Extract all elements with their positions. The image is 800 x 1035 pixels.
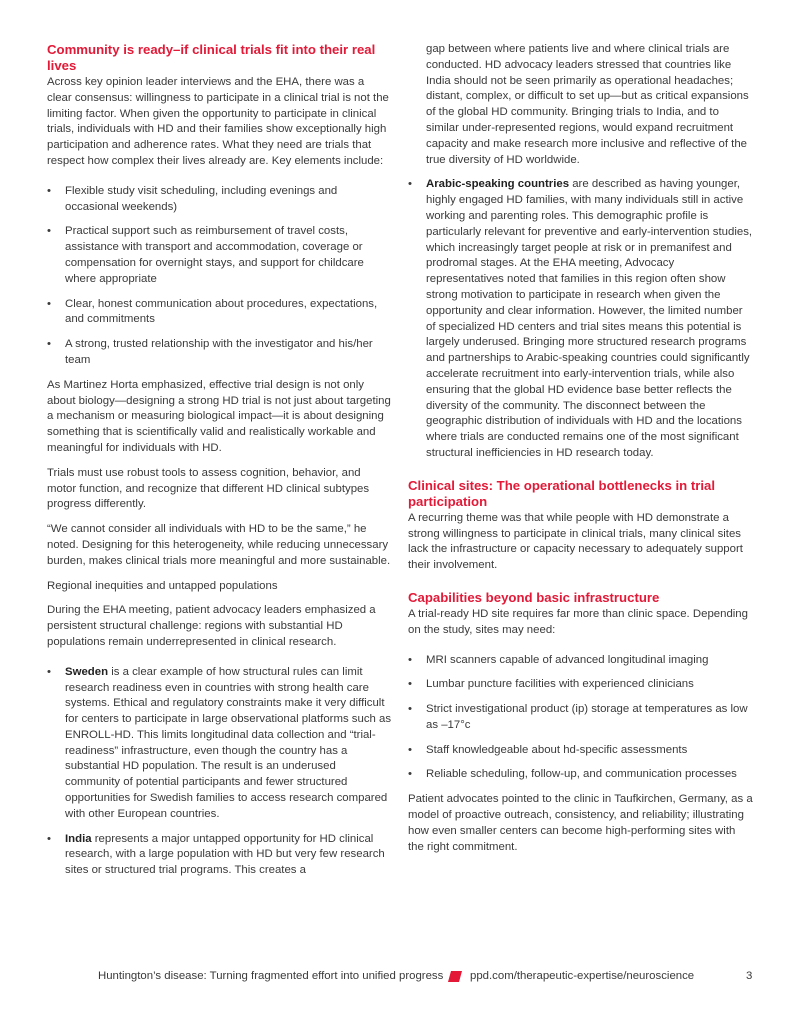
list-item: • Staff knowledgeable about hd-specific assessments	[408, 743, 754, 759]
footer-title: Huntington’s disease: Turning fragmented effort into unified progress	[98, 970, 444, 982]
right-column	[408, 42, 754, 864]
intro-paragraph: Across key opinion leader interviews and the EHA, there was a clear consensus: willingness to participate in a clinical trial is not the limiting factor. When given the opportunity to participate in clinical trials, individuals with HD and their families show exceptionally high participation and adherence rates. What they need are trials that respect how complex their lives already are. Key elements include:	[47, 76, 389, 167]
list-item: • A strong, trusted relationship with the investigator and his/her team	[47, 337, 392, 369]
brand-mark-icon	[448, 971, 462, 982]
footer-url-link[interactable]: ppd.com/therapeutic-expertise/neuroscience	[470, 970, 695, 982]
list-item: • Reliable scheduling, follow-up, and communication processes	[408, 767, 754, 783]
regions-list	[47, 665, 392, 879]
sweden-text: is a clear example of how structural rules can limit research readiness even in countries with strong health care systems. Ethical and regulatory constraints make it very difficult for centers to participate in large observational platforms such as ENROLL-HD. This limits longitudinal data collection and “trial-readiness” infrastructure, even though the country has a substantial HD population. The result is an underused community of potential participants and fewer structured opportunities for Swedish families to access research compared with other European countries.	[65, 665, 392, 820]
sites-paragraph: A recurring theme was that while people with HD demonstrate a strong willingness to participate in clinical trials, many clinical sites lack the infrastructure or capacity necessary to adequately support their involvement.	[408, 511, 743, 572]
list-item: • MRI scanners capable of advanced longitudinal imaging	[408, 653, 754, 669]
section-heading-community: Community is ready–if clinical trials fit into their real lives	[47, 42, 376, 73]
list-item-sweden	[47, 665, 392, 823]
list-item: • Lumbar puncture facilities with experienced clinicians	[408, 677, 754, 693]
sweden-lead: Sweden	[65, 665, 109, 678]
india-text: represents a major untapped opportunity for HD clinical research, with a large population with HD but very few research sites or structured trial programs. This creates a	[65, 832, 385, 877]
regional-subheading: Regional inequities and untapped populations	[47, 579, 278, 592]
india-lead: India	[65, 832, 92, 845]
quote-paragraph: “We cannot consider all individuals with HD to be the same,” he noted. Designing for this heterogeneity, while reducing unnecessary burden, makes clinical trials more meaningful and more sustainable.	[47, 523, 391, 567]
eha-paragraph: During the EHA meeting, patient advocacy leaders emphasized a persistent structural challenge: regions with substantial HD populations remain underrepresented in clinical research.	[47, 604, 376, 648]
list-item-arabic	[408, 177, 754, 461]
arabic-list	[408, 177, 754, 461]
arabic-text: are described as having younger, highly engaged HD families, with many individuals still in active working and parenting roles. This demographic profile is particularly relevant for preventive and early-intervention studies, which increasingly target people at risk or in premanifest and prodromal stages. At the EHA meeting, Advocacy representatives noted that families in this region often show strong motivation to participate in research when given the opportunity and clear information. However, the limited number of specialized HD centers and trial sites means this potential is largely underused. Bringing more structured research programs and partnerships to Arabic-speaking countries could significantly accelerate recruitment into early-intervention trials, while also ensuring that the global HD evidence base better reflects the diversity of the community. The disconnect between the geographic distribution of individuals with HD and the locations where trials are conducted remains one of the most significant structural inefficiencies in HD research today.	[426, 178, 753, 459]
capabilities-list	[408, 653, 754, 784]
capabilities-paragraph: A trial-ready HD site requires far more than clinic space. Depending on the study, sites may need:	[408, 607, 748, 636]
page-footer	[0, 968, 800, 988]
india-continued-paragraph: gap between where patients live and where clinical trials are conducted. HD advocacy leaders stressed that countries like India should not be seen primarily as operational headaches; distant, complex, or difficult to set up—but as critical expansions of the global HD community. Bringing trials to India, and to similar under-represented regions, would expand recruitment capacity and make research more inclusive and reflective of the true diversity of HD worldwide.	[426, 43, 749, 166]
section-heading-capabilities: Capabilities beyond basic infrastructure	[408, 589, 660, 605]
arabic-lead: Arabic-speaking countries	[426, 178, 570, 191]
key-elements-list	[47, 184, 392, 369]
list-item: • Clear, honest communication about procedures, expectations, and commitments	[47, 297, 392, 329]
martinez-paragraph: As Martinez Horta emphasized, effective trial design is not only about biology—designing a strong HD trial is not just about targeting a mechanism or measuring biological impact—it is about designing something that is scientifically valid and realistically workable and meaningful for individuals with HD.	[47, 378, 391, 454]
list-item: • Strict investigational product (ip) storage at temperatures as low as –17°c	[408, 702, 754, 734]
page-number: 3	[746, 970, 753, 982]
taufkirchen-paragraph: Patient advocates pointed to the clinic in Taufkirchen, Germany, as a model of proactive outreach, consistency, and reliability; illustrating how even smaller centers can become high-performing sites with the right commitment.	[408, 793, 753, 853]
list-item: • Flexible study visit scheduling, including evenings and occasional weekends)	[47, 184, 392, 216]
list-item: • Practical support such as reimbursement of travel costs, assistance with transport and accommodation, coverage or compensation for overnight stays, and support for childcare where appropriate	[47, 224, 392, 287]
section-heading-clinical-sites: Clinical sites: The operational bottlenecks in trial participation	[408, 477, 716, 509]
left-column	[47, 42, 392, 888]
list-item-india	[47, 832, 392, 879]
tools-paragraph: Trials must use robust tools to assess cognition, behavior, and motor function, and recognize that different HD clinical subtypes progress differently.	[47, 466, 370, 511]
